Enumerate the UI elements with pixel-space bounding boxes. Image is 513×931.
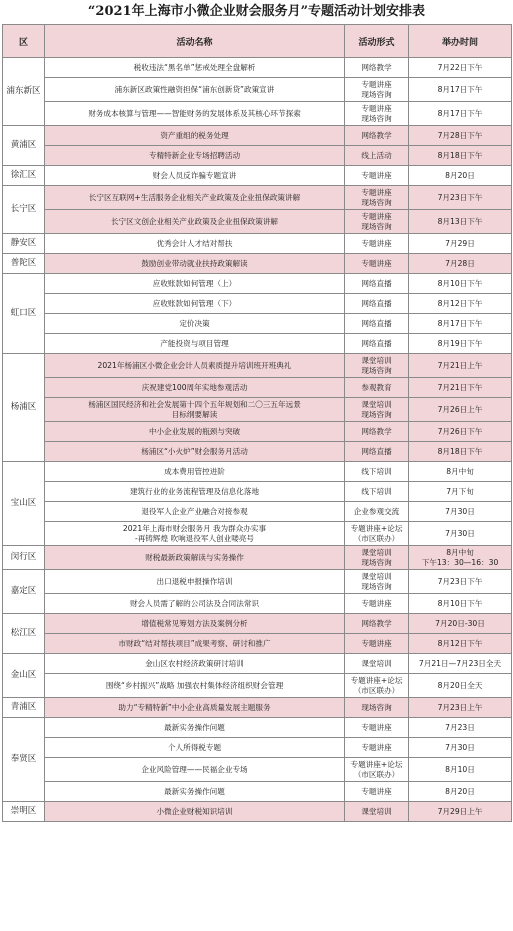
region-cell: 徐汇区 xyxy=(3,166,45,186)
region-cell: 青浦区 xyxy=(3,698,45,718)
activity-name-cell-line: 金山区农村经济政策研讨培训 xyxy=(145,658,244,668)
activity-name-cell xyxy=(45,58,345,78)
activity-time-cell-line: 8月20日 xyxy=(445,170,475,180)
activity-time-cell-line: 7月26日上午 xyxy=(437,404,483,414)
activity-form-cell-line: 网络直播 xyxy=(361,446,392,456)
activity-name-cell-line: 浦东新区政策性融资担保“浦东创新贷”政策宣讲 xyxy=(114,84,275,94)
activity-form-cell-line: 现场咨询 xyxy=(361,221,392,231)
activity-form-cell-line: 课堂培训 xyxy=(361,806,392,816)
activity-form-cell-line: 网络教学 xyxy=(361,426,392,436)
activity-name-cell xyxy=(45,398,345,422)
activity-name-cell-line: 市财政“结对帮扶项目”成果考察、研讨和推广 xyxy=(118,638,271,648)
table-row xyxy=(3,210,512,234)
activity-name-cell xyxy=(45,758,345,782)
activity-time-cell-line: 7月30日 xyxy=(445,506,475,516)
activity-name-cell xyxy=(45,78,345,102)
activity-name-cell-line: 最新实务操作问题 xyxy=(164,722,225,732)
activity-form-cell-line: 线下培训 xyxy=(361,466,392,476)
activity-time-cell-line: 8月10日下午 xyxy=(437,278,483,288)
activity-form-cell-line: 企业参观交流 xyxy=(353,506,400,516)
activity-name-cell-line: 杨浦区国民经济和社会发展第十四个五年规划和二〇三五年远景 xyxy=(88,400,301,409)
activity-form-cell-line: 现场咨询 xyxy=(361,702,392,712)
table-row xyxy=(3,738,512,758)
table-row xyxy=(3,442,512,462)
table-row xyxy=(3,782,512,802)
table-row xyxy=(3,166,512,186)
activity-time-cell xyxy=(409,482,512,502)
activity-name-cell-line: 产能投资与项目管理 xyxy=(160,338,229,348)
activity-form-cell-line: 现场咨询 xyxy=(361,409,392,419)
activity-form-cell xyxy=(345,802,409,822)
activity-form-cell-line: 专题讲座+论坛 xyxy=(350,676,403,685)
activity-name-cell xyxy=(45,802,345,822)
activity-time-cell-line: 7月26日下午 xyxy=(437,426,483,436)
activity-time-cell-line: 7月下旬 xyxy=(446,486,474,496)
table-row xyxy=(3,274,512,294)
table-row xyxy=(3,422,512,442)
activity-time-cell xyxy=(409,334,512,354)
activity-name-cell-line: 资产重组的税务处理 xyxy=(160,130,229,140)
activity-time-cell xyxy=(409,378,512,398)
table-row xyxy=(3,698,512,718)
activity-name-cell-line: 2021年上海市财会服务月 我为群众办实事 xyxy=(122,524,267,533)
column-header-activity-form: 活动形式 xyxy=(345,25,409,58)
activity-form-cell-line: 网络直播 xyxy=(361,298,392,308)
activity-time-cell-line: 8月12日下午 xyxy=(437,298,483,308)
activity-form-cell xyxy=(345,674,409,698)
table-row xyxy=(3,634,512,654)
activity-time-cell xyxy=(409,758,512,782)
activity-name-cell xyxy=(45,314,345,334)
activity-name-cell-line: 杨浦区“小火炉”财会服务月活动 xyxy=(141,446,248,456)
activity-form-cell xyxy=(345,234,409,254)
region-cell: 金山区 xyxy=(3,654,45,698)
activity-name-cell-line: 鼓励创业带动就业扶持政策解读 xyxy=(141,258,248,268)
activity-time-cell-line: 7月30日 xyxy=(445,528,475,538)
activity-form-cell-line: 专题讲座 xyxy=(361,212,392,221)
region-cell: 崇明区 xyxy=(3,802,45,822)
activity-name-cell xyxy=(45,546,345,570)
activity-time-cell xyxy=(409,782,512,802)
activity-form-cell xyxy=(345,378,409,398)
activity-name-cell-line: 出口退税申报操作培训 xyxy=(156,576,233,586)
activity-time-cell-line: 8月10日下午 xyxy=(437,598,483,608)
activity-form-cell xyxy=(345,718,409,738)
activity-name-cell-line: 专精特新企业专场招聘活动 xyxy=(148,150,241,160)
table-row xyxy=(3,254,512,274)
table-row xyxy=(3,186,512,210)
table-row xyxy=(3,462,512,482)
activity-name-cell xyxy=(45,462,345,482)
table-row xyxy=(3,482,512,502)
activity-time-cell xyxy=(409,462,512,482)
activity-time-cell-line: 7月22日下午 xyxy=(437,62,483,72)
activity-name-cell xyxy=(45,422,345,442)
activity-time-cell xyxy=(409,698,512,718)
activity-time-cell-line: 7月23日下午 xyxy=(437,576,483,586)
activity-time-cell xyxy=(409,314,512,334)
activity-form-cell-line: （市区联办） xyxy=(353,769,400,779)
activity-time-cell xyxy=(409,802,512,822)
activity-name-cell xyxy=(45,210,345,234)
activity-name-cell-line: 退役军人企业产业融合对接参观 xyxy=(141,506,248,516)
activity-form-cell-line: 专题讲座 xyxy=(361,722,392,732)
activity-time-cell xyxy=(409,674,512,698)
activity-form-cell-line: （市区联办） xyxy=(353,533,400,543)
activity-name-cell xyxy=(45,334,345,354)
activity-time-cell xyxy=(409,58,512,78)
activity-time-cell-line: 7月21日—7月23日全天 xyxy=(418,658,502,668)
region-cell: 闵行区 xyxy=(3,546,45,570)
column-header-region: 区 xyxy=(3,25,45,58)
table-row xyxy=(3,126,512,146)
activity-time-cell-line: 8月10日 xyxy=(445,764,475,774)
table-row xyxy=(3,234,512,254)
activity-form-cell xyxy=(345,594,409,614)
activity-form-cell-line: 网络直播 xyxy=(361,338,392,348)
activity-form-cell-line: 专题讲座 xyxy=(361,170,392,180)
activity-form-cell xyxy=(345,738,409,758)
activity-time-cell xyxy=(409,146,512,166)
activity-name-cell xyxy=(45,614,345,634)
table-row xyxy=(3,614,512,634)
activity-form-cell-line: 网络教学 xyxy=(361,62,392,72)
region-cell: 普陀区 xyxy=(3,254,45,274)
table-row xyxy=(3,78,512,102)
activity-time-cell-line: 8月中旬 xyxy=(446,548,474,557)
activity-time-cell xyxy=(409,102,512,126)
table-row xyxy=(3,58,512,78)
activity-time-cell-line: 下午13：30—16：30 xyxy=(421,557,499,567)
activity-form-cell xyxy=(345,634,409,654)
activity-time-cell-line: 7月29日 xyxy=(445,238,475,248)
activity-form-cell xyxy=(345,78,409,102)
activity-name-cell-line: 企业风险管理——民福企业专场 xyxy=(141,764,248,774)
activity-time-cell-line: 8月中旬 xyxy=(446,466,474,476)
activity-form-cell-line: 现场咨询 xyxy=(361,557,392,567)
activity-form-cell xyxy=(345,254,409,274)
activity-name-cell-line: 长宁区文创企业相关产业政策及企业扭保政策讲解 xyxy=(110,216,279,226)
activity-name-cell-line: 小微企业财税知识培训 xyxy=(156,806,233,816)
activity-time-cell xyxy=(409,614,512,634)
activity-form-cell-line: 专题讲座 xyxy=(361,786,392,796)
activity-time-cell xyxy=(409,502,512,522)
activity-form-cell xyxy=(345,146,409,166)
activity-name-cell xyxy=(45,274,345,294)
activity-time-cell-line: 8月20日 xyxy=(445,786,475,796)
activity-form-cell-line: 现场咨询 xyxy=(361,113,392,123)
activity-form-cell-line: 课堂培训 xyxy=(361,658,392,668)
activity-form-cell-line: 网络教学 xyxy=(361,130,392,140)
activity-time-cell xyxy=(409,546,512,570)
table-row xyxy=(3,674,512,698)
page-title: “2021年上海市小微企业财会服务月”专题活动计划安排表 xyxy=(87,4,426,19)
activity-time-cell xyxy=(409,398,512,422)
activity-name-cell-line: -再铸辉煌 吹响退役军人创业喽亮号 xyxy=(134,533,255,543)
activity-time-cell xyxy=(409,422,512,442)
activity-name-cell xyxy=(45,502,345,522)
activity-name-cell-line: 个人所得税专题 xyxy=(167,742,222,752)
activity-form-cell xyxy=(345,698,409,718)
activity-name-cell xyxy=(45,294,345,314)
activity-form-cell xyxy=(345,570,409,594)
activity-time-cell-line: 7月21日上午 xyxy=(437,360,483,370)
activity-time-cell xyxy=(409,654,512,674)
activity-form-cell-line: 专题讲座 xyxy=(361,80,392,89)
activity-form-cell-line: 现场咨询 xyxy=(361,197,392,207)
activity-form-cell xyxy=(345,482,409,502)
activity-name-cell xyxy=(45,522,345,546)
activity-time-cell xyxy=(409,354,512,378)
activity-time-cell xyxy=(409,294,512,314)
region-cell: 虹口区 xyxy=(3,274,45,354)
activity-form-cell-line: （市区联办） xyxy=(353,685,400,695)
activity-name-cell-line: 应收账款如何管理（下） xyxy=(152,298,237,308)
activity-name-cell xyxy=(45,782,345,802)
activity-time-cell xyxy=(409,634,512,654)
activity-form-cell-line: 专题讲座 xyxy=(361,188,392,197)
activity-form-cell-line: 网络教学 xyxy=(361,618,392,628)
activity-name-cell xyxy=(45,166,345,186)
activity-time-cell-line: 8月18日下午 xyxy=(437,446,483,456)
activity-name-cell xyxy=(45,126,345,146)
table-header-row xyxy=(3,25,512,58)
activity-form-cell-line: 课堂培训 xyxy=(361,548,392,557)
activity-time-cell xyxy=(409,594,512,614)
activity-form-cell xyxy=(345,398,409,422)
activity-form-cell xyxy=(345,58,409,78)
table-row xyxy=(3,570,512,594)
table-row xyxy=(3,802,512,822)
activity-time-cell-line: 8月12日下午 xyxy=(437,638,483,648)
activity-name-cell-line: 优秀会计人才结对帮扶 xyxy=(156,238,233,248)
activity-form-cell xyxy=(345,654,409,674)
activity-name-cell xyxy=(45,102,345,126)
activity-time-cell-line: 7月28日下午 xyxy=(437,130,483,140)
activity-name-cell xyxy=(45,234,345,254)
activity-time-cell xyxy=(409,78,512,102)
activity-time-cell xyxy=(409,210,512,234)
activity-time-cell-line: 7月30日 xyxy=(445,742,475,752)
activity-form-cell-line: 线下培训 xyxy=(361,486,392,496)
activity-form-cell-line: 线上活动 xyxy=(361,150,392,160)
table-row xyxy=(3,314,512,334)
table-row xyxy=(3,354,512,378)
activity-time-cell-line: 7月29日上午 xyxy=(437,806,483,816)
activity-form-cell xyxy=(345,422,409,442)
activity-name-cell xyxy=(45,186,345,210)
activity-form-cell xyxy=(345,102,409,126)
activity-form-cell xyxy=(345,782,409,802)
activity-name-cell xyxy=(45,254,345,274)
activity-form-cell-line: 专题讲座+论坛 xyxy=(350,524,403,533)
activity-name-cell-line: 最新实务操作问题 xyxy=(164,786,225,796)
activity-time-cell xyxy=(409,738,512,758)
activity-form-cell xyxy=(345,314,409,334)
activity-form-cell xyxy=(345,166,409,186)
activity-time-cell xyxy=(409,570,512,594)
activity-time-cell xyxy=(409,522,512,546)
activity-name-cell xyxy=(45,698,345,718)
column-header-time: 举办时间 xyxy=(409,25,512,58)
activity-form-cell xyxy=(345,126,409,146)
activity-form-cell-line: 现场咨询 xyxy=(361,581,392,591)
activity-name-cell-line: 财会人员需了解的公司法及合同法常识 xyxy=(129,598,260,608)
activity-time-cell-line: 8月20日全天 xyxy=(437,680,483,690)
activity-time-cell xyxy=(409,186,512,210)
activity-form-cell xyxy=(345,546,409,570)
activity-form-cell-line: 课堂培训 xyxy=(361,400,392,409)
activity-name-cell-line: 财税最新政策解读与实务操作 xyxy=(145,552,244,562)
activity-time-cell xyxy=(409,166,512,186)
activity-time-cell-line: 8月17日下午 xyxy=(437,318,483,328)
activity-form-cell xyxy=(345,442,409,462)
activity-time-cell-line: 8月17日下午 xyxy=(437,84,483,94)
activity-name-cell-line: 助力“专精特新”中小企业高质量发展主题服务 xyxy=(118,702,271,712)
activity-name-cell xyxy=(45,634,345,654)
table-row xyxy=(3,718,512,738)
activity-schedule-table xyxy=(2,24,512,822)
activity-form-cell-line: 专题讲座 xyxy=(361,742,392,752)
activity-name-cell xyxy=(45,570,345,594)
activity-name-cell-line: 财务成本核算与管理——智能财务的发展体系及其核心环节探索 xyxy=(88,108,301,118)
region-cell: 浦东新区 xyxy=(3,58,45,126)
activity-form-cell xyxy=(345,614,409,634)
activity-form-cell-line: 现场咨询 xyxy=(361,89,392,99)
region-cell: 嘉定区 xyxy=(3,570,45,614)
activity-form-cell-line: 专题讲座 xyxy=(361,104,392,113)
activity-form-cell-line: 专题讲座+论坛 xyxy=(350,760,403,769)
activity-form-cell xyxy=(345,758,409,782)
activity-form-cell-line: 参观教育 xyxy=(361,382,392,392)
activity-time-cell xyxy=(409,254,512,274)
activity-time-cell xyxy=(409,718,512,738)
table-row xyxy=(3,546,512,570)
region-cell: 杨浦区 xyxy=(3,354,45,462)
activity-form-cell-line: 课堂培训 xyxy=(361,356,392,365)
activity-form-cell-line: 专题讲座 xyxy=(361,638,392,648)
activity-time-cell-line: 8月19日下午 xyxy=(437,338,483,348)
activity-name-cell xyxy=(45,146,345,166)
activity-name-cell-line: 目标纲要解读 xyxy=(171,409,218,419)
column-header-activity-name: 活动名称 xyxy=(45,25,345,58)
activity-form-cell xyxy=(345,210,409,234)
activity-form-cell xyxy=(345,522,409,546)
region-cell: 奉贤区 xyxy=(3,718,45,802)
activity-form-cell-line: 网络直播 xyxy=(361,318,392,328)
activity-name-cell-line: 财会人员反诈骗专题宣讲 xyxy=(152,170,237,180)
activity-time-cell-line: 8月17日下午 xyxy=(437,108,483,118)
activity-name-cell xyxy=(45,442,345,462)
activity-form-cell xyxy=(345,502,409,522)
activity-form-cell xyxy=(345,294,409,314)
activity-name-cell xyxy=(45,738,345,758)
activity-time-cell xyxy=(409,234,512,254)
activity-time-cell-line: 7月20日-30日 xyxy=(435,618,485,628)
activity-form-cell xyxy=(345,354,409,378)
region-cell: 长宁区 xyxy=(3,186,45,234)
activity-form-cell-line: 专题讲座 xyxy=(361,258,392,268)
activity-form-cell-line: 现场咨询 xyxy=(361,365,392,375)
activity-form-cell-line: 课堂培训 xyxy=(361,572,392,581)
activity-time-cell-line: 7月23日上午 xyxy=(437,702,483,712)
activity-form-cell xyxy=(345,186,409,210)
activity-time-cell xyxy=(409,442,512,462)
table-row xyxy=(3,398,512,422)
table-body xyxy=(3,58,512,822)
table-row xyxy=(3,502,512,522)
activity-name-cell xyxy=(45,718,345,738)
activity-form-cell-line: 专题讲座 xyxy=(361,238,392,248)
activity-name-cell-line: 税收违法“黑名单”惩戒处理全盘解析 xyxy=(133,62,256,72)
activity-time-cell xyxy=(409,126,512,146)
activity-form-cell-line: 专题讲座 xyxy=(361,598,392,608)
activity-name-cell xyxy=(45,482,345,502)
region-cell: 黄浦区 xyxy=(3,126,45,166)
activity-name-cell-line: 成本费用管控进阶 xyxy=(164,466,225,476)
activity-name-cell xyxy=(45,674,345,698)
activity-name-cell xyxy=(45,654,345,674)
activity-time-cell-line: 8月13日下午 xyxy=(437,216,483,226)
region-cell: 静安区 xyxy=(3,234,45,254)
table-row xyxy=(3,102,512,126)
activity-name-cell xyxy=(45,354,345,378)
activity-name-cell-line: 定价决策 xyxy=(179,318,210,328)
activity-name-cell-line: 长宁区互联网+生活服务企业相关产业政策及企业扭保政策讲解 xyxy=(88,192,301,202)
activity-name-cell-line: 庆祝建党100周年实地参观活动 xyxy=(141,382,248,392)
activity-time-cell-line: 7月23日 xyxy=(445,722,475,732)
activity-name-cell-line: 中小企业发展的瓶颈与突破 xyxy=(148,426,241,436)
activity-form-cell xyxy=(345,274,409,294)
activity-name-cell-line: 建筑行业的业务流程管理及信息化落地 xyxy=(129,486,260,496)
table-row xyxy=(3,146,512,166)
activity-time-cell-line: 7月21日下午 xyxy=(437,382,483,392)
table-row xyxy=(3,654,512,674)
activity-name-cell xyxy=(45,378,345,398)
region-cell: 松江区 xyxy=(3,614,45,654)
table-row xyxy=(3,294,512,314)
table-row xyxy=(3,522,512,546)
table-row xyxy=(3,594,512,614)
activity-name-cell-line: 围绕“乡村振兴”战略 加强农村集体经济组织财会管理 xyxy=(105,680,284,690)
table-row xyxy=(3,758,512,782)
activity-name-cell-line: 增值税常见筹划方法及案例分析 xyxy=(141,618,248,628)
table-row xyxy=(3,378,512,398)
activity-name-cell-line: 2021年杨浦区小微企业会计人员素质提升培训班开班典礼 xyxy=(97,360,292,370)
activity-name-cell xyxy=(45,594,345,614)
activity-form-cell xyxy=(345,462,409,482)
activity-name-cell-line: 应收账款如何管理（上） xyxy=(152,278,237,288)
table-row xyxy=(3,334,512,354)
activity-time-cell-line: 7月23日下午 xyxy=(437,192,483,202)
region-cell: 宝山区 xyxy=(3,462,45,546)
activity-time-cell-line: 7月28日 xyxy=(445,258,475,268)
activity-time-cell-line: 8月18日下午 xyxy=(437,150,483,160)
activity-time-cell xyxy=(409,274,512,294)
activity-form-cell xyxy=(345,334,409,354)
activity-form-cell-line: 网络直播 xyxy=(361,278,392,288)
